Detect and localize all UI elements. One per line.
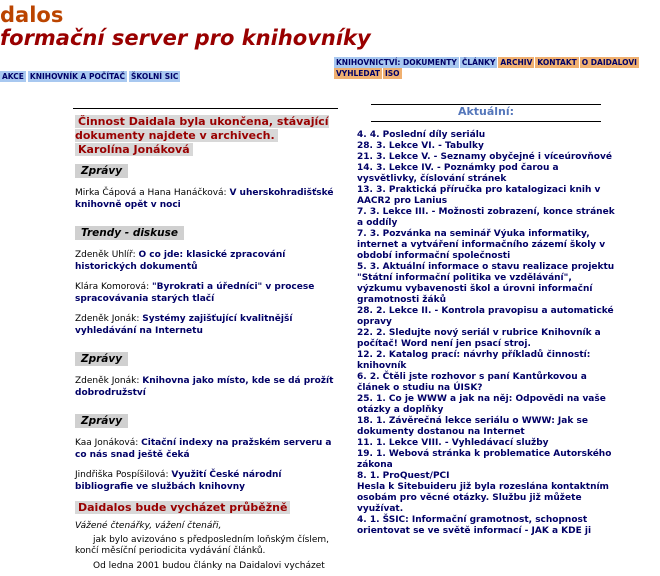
- article-link[interactable]: Systémy zajišťující kvalitnější vyhledávání na Internetu: [75, 314, 293, 336]
- article-author: Klára Komorová:: [75, 282, 152, 292]
- news-item[interactable]: 22. 2. Sledujte nový seriál v rubrice Knihovník a počítač! Word není jen psací stroj.: [357, 328, 601, 349]
- news-item[interactable]: 7. 3. Pozvánka na seminář Výuka informatiky, internet a vytváření informačního zázemí školy v období informační společnosti: [357, 229, 606, 261]
- site-logo[interactable]: dalos: [0, 3, 64, 27]
- announcement-paragraph: Od ledna 2001 budou články na Daidalovi vycházet: [93, 561, 325, 571]
- news-item[interactable]: 18. 1. Závěrečná lekce seriálu o WWW: Jak se dokumenty dostanou na Internet: [357, 416, 588, 437]
- news-item[interactable]: 4. 1. ŠSIC: Informační gramotnost, schopnost orientovat se ve světě informací - JAK a KDE ji: [357, 515, 592, 536]
- main-column: [73, 108, 338, 576]
- article-link[interactable]: O co jde: klasické zpracování historických dokumentů: [75, 250, 286, 272]
- news-item[interactable]: 21. 3. Lekce V. - Seznamy obyčejné i víceúrovňové: [357, 152, 612, 162]
- article-author: Zdeněk Jonák:: [75, 314, 143, 324]
- nav-item[interactable]: KONTAKT: [537, 58, 577, 67]
- nav-item[interactable]: ŠKOLNÍ SIC: [130, 72, 179, 81]
- left-navigation: [0, 71, 182, 82]
- news-item[interactable]: 13. 3. Praktická příručka pro katalogizaci knih v AACR2 pro Lanius: [357, 185, 601, 206]
- news-item[interactable]: 8. 1. ProQuest/PCI: [357, 471, 450, 481]
- section-heading: Trendy - diskuse: [75, 226, 184, 240]
- article-link[interactable]: Citační indexy na pražském serveru a co nás snad ještě čeká: [75, 438, 332, 460]
- article-sections: [73, 157, 338, 493]
- article-item: [75, 187, 336, 211]
- section-heading: Zprávy: [75, 414, 128, 428]
- article-author: Zdeněk Uhlíř:: [75, 250, 139, 260]
- article-author: Jindřiška Pospíšilová:: [75, 470, 172, 480]
- news-item[interactable]: 11. 1. Lekce VIII. - Vyhledávací služby: [357, 438, 549, 448]
- news-item[interactable]: 4. 4. Poslední díly seriálu: [357, 130, 486, 140]
- article-item: [75, 249, 336, 273]
- divider: [371, 121, 601, 122]
- announcement-greeting: Vážené čtenářky, vážení čtenáři,: [75, 521, 222, 531]
- headline: Činnost Daidala byla ukončena, stávající dokumenty najdete v archivech.: [75, 115, 329, 142]
- news-item[interactable]: 19. 1. Webová stránka k problematice Autorského zákona: [357, 449, 612, 470]
- news-item[interactable]: 14. 3. Lekce IV. - Poznámky pod čarou a vysvětlivky, číslování stránek: [357, 163, 559, 184]
- article-author: Kaa Jonáková:: [75, 438, 142, 448]
- section-heading: Zprávy: [75, 164, 128, 178]
- aktualni-title: Aktuální:: [457, 105, 515, 118]
- nav-item[interactable]: ČLÁNKY: [461, 58, 496, 67]
- article-item: [75, 313, 336, 337]
- nav-item[interactable]: ISO: [384, 69, 400, 78]
- article-author: Mirka Čápová a Hana Hanáčková:: [75, 188, 230, 198]
- article-item: [75, 375, 336, 399]
- announcement-title: Daidalos bude vycházet průběžně: [75, 501, 290, 514]
- news-item[interactable]: 25. 1. Co je WWW a jak na něj: Odpovědi na vaše otázky a doplňky: [357, 394, 606, 415]
- news-item[interactable]: 12. 2. Katalog prací: návrhy příkladů činností: knihovník: [357, 350, 591, 371]
- article-link[interactable]: V uherskohradišťské knihovně opět v noci: [75, 188, 334, 210]
- news-item[interactable]: 28. 2. Lekce II. - Kontrola pravopisu a automatické opravy: [357, 306, 614, 327]
- headline-author: Karolína Jonáková: [75, 143, 193, 156]
- article-link[interactable]: Knihovna jako místo, kde se dá prožít dobrodružství: [75, 376, 334, 398]
- article-item: [75, 437, 336, 461]
- news-item[interactable]: 7. 3. Lekce III. - Možnosti zobrazení, konce stránek a oddíly: [357, 207, 615, 228]
- nav-item[interactable]: KNIHOVNÍK A POČÍTAČ: [29, 72, 125, 81]
- section-heading: Zprávy: [75, 352, 128, 366]
- article-author: Zdeněk Jonák:: [75, 376, 143, 386]
- nav-item[interactable]: O DAIDALOVI: [581, 58, 637, 67]
- nav-item[interactable]: KNIHOVNICTVÍ: DOKUMENTY: [336, 58, 457, 67]
- news-item[interactable]: 6. 2. Čtěli jste rozhovor s paní Kantůrkovou a článek o studiu na ÚISK?: [357, 372, 587, 393]
- article-item: [75, 281, 336, 305]
- news-item[interactable]: Hesla k Sitebuideru již byla rozeslána kontaktním osobám pro věcné otázky. Službu již můžete využívat.: [357, 482, 609, 514]
- news-item[interactable]: 5. 3. Aktuální informace o stavu realizace projektu "Státní informační politika ve vzdělávání", výzkumu vybavenosti škol a úrovni informační gramotnosti žáků: [357, 262, 615, 305]
- article-link[interactable]: Využití České národní bibliografie ve službách knihovny: [75, 470, 282, 492]
- news-list: [357, 130, 615, 537]
- news-item[interactable]: 28. 3. Lekce VI. - Tabulky: [357, 141, 484, 151]
- nav-item[interactable]: ARCHIV: [500, 58, 533, 67]
- top-navigation: [334, 57, 660, 79]
- announcement-paragraph: jak bylo avizováno s předposledním loňským číslem, končí měsíční periodicita vydávání článků.: [75, 535, 330, 556]
- nav-item[interactable]: VYHLEDAT: [336, 69, 380, 78]
- site-subtitle: formační server pro knihovníky: [0, 26, 371, 50]
- news-column: [357, 104, 615, 537]
- nav-item[interactable]: AKCE: [2, 72, 24, 81]
- article-link[interactable]: "Byrokrati a úředníci" v procese spracovávania starých tlačí: [75, 282, 315, 304]
- article-item: [75, 469, 336, 493]
- divider: [73, 108, 338, 109]
